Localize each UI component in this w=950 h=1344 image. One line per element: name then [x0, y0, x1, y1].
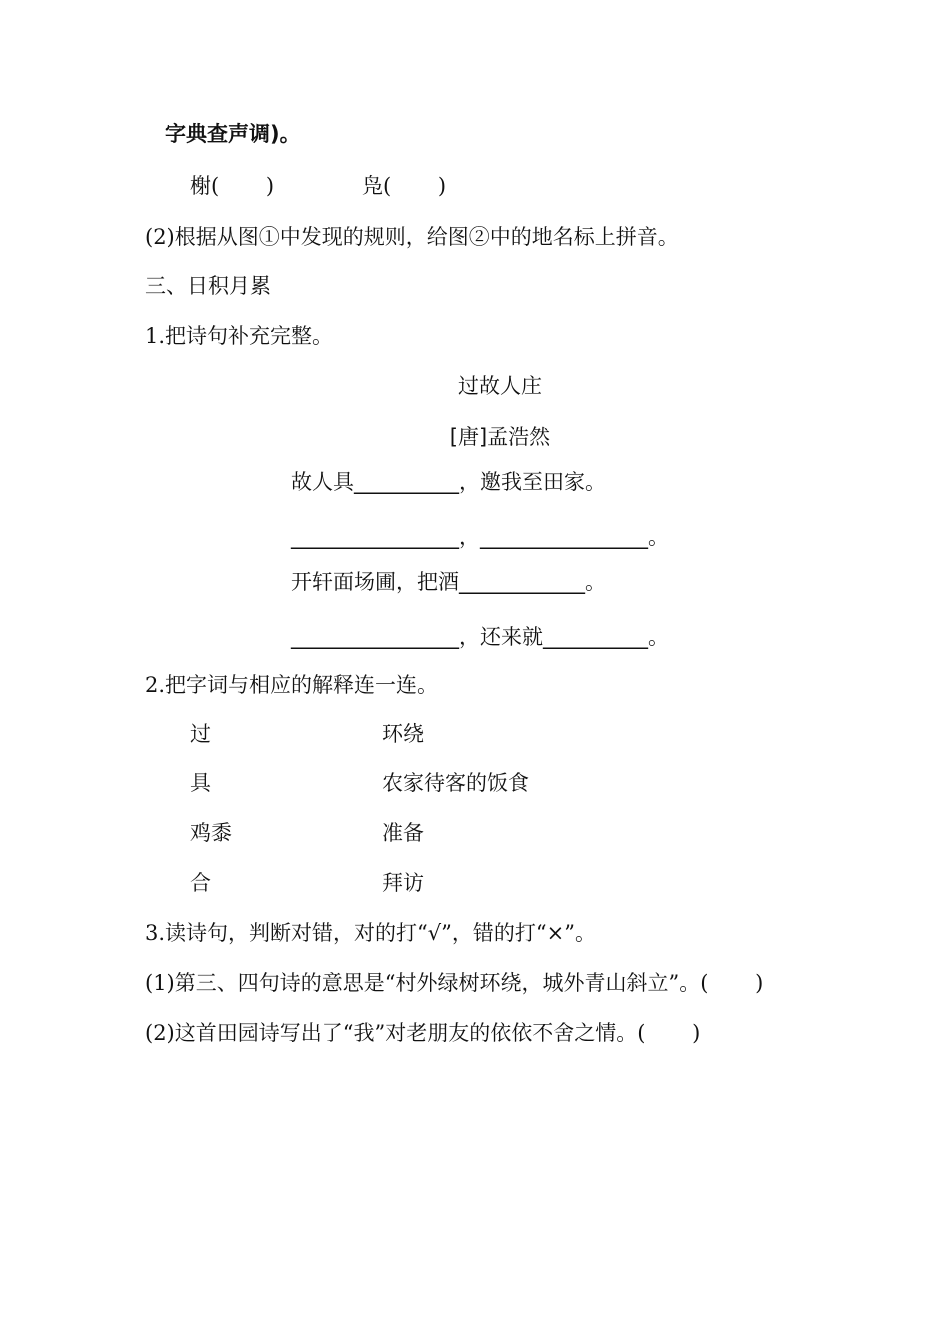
match-right-item: 拜访 [382, 871, 424, 895]
judgment-item-2: (2)这首田园诗写出了“我”对老朋友的依依不舍之情。( ) [145, 1021, 701, 1045]
poem-title: 过故人庄 [458, 374, 542, 398]
item-2-instruction: (2)根据从图①中发现的规则，给图②中的地名标上拼音。 [145, 225, 679, 249]
judgment-item-1: (1)第三、四句诗的意思是“村外绿树环绕，城外青山斜立”。( ) [145, 971, 764, 995]
question-2-label: 2.把字词与相应的解释连一连。 [145, 673, 439, 697]
poem-author: [唐]孟浩然 [449, 425, 551, 449]
poem-line-3: 开轩面场圃，把酒____________。 [291, 570, 606, 594]
poem-line-2: ________________，________________。 [291, 525, 669, 549]
question-3-label: 3.读诗句，判断对错，对的打“√”，错的打“×”。 [145, 921, 596, 945]
match-right-item: 农家待客的饭食 [382, 771, 529, 795]
match-left-item: 鸡黍 [190, 821, 232, 845]
section-heading: 三、日积月累 [145, 274, 271, 298]
char-slot-2: 凫( ) [362, 174, 447, 198]
poem-line-1: 故人具__________，邀我至田家。 [291, 470, 606, 494]
poem-line-4: ________________，还来就__________。 [291, 625, 669, 649]
char-slot-1: 榭( ) [190, 174, 275, 198]
continued-instruction: 字典查声调)。 [165, 122, 301, 146]
question-1-label: 1.把诗句补充完整。 [145, 324, 334, 348]
match-right-item: 环绕 [382, 722, 424, 746]
match-left-item: 具 [190, 771, 211, 795]
match-left-item: 合 [190, 871, 211, 895]
match-right-item: 准备 [382, 821, 424, 845]
match-left-item: 过 [190, 722, 211, 746]
